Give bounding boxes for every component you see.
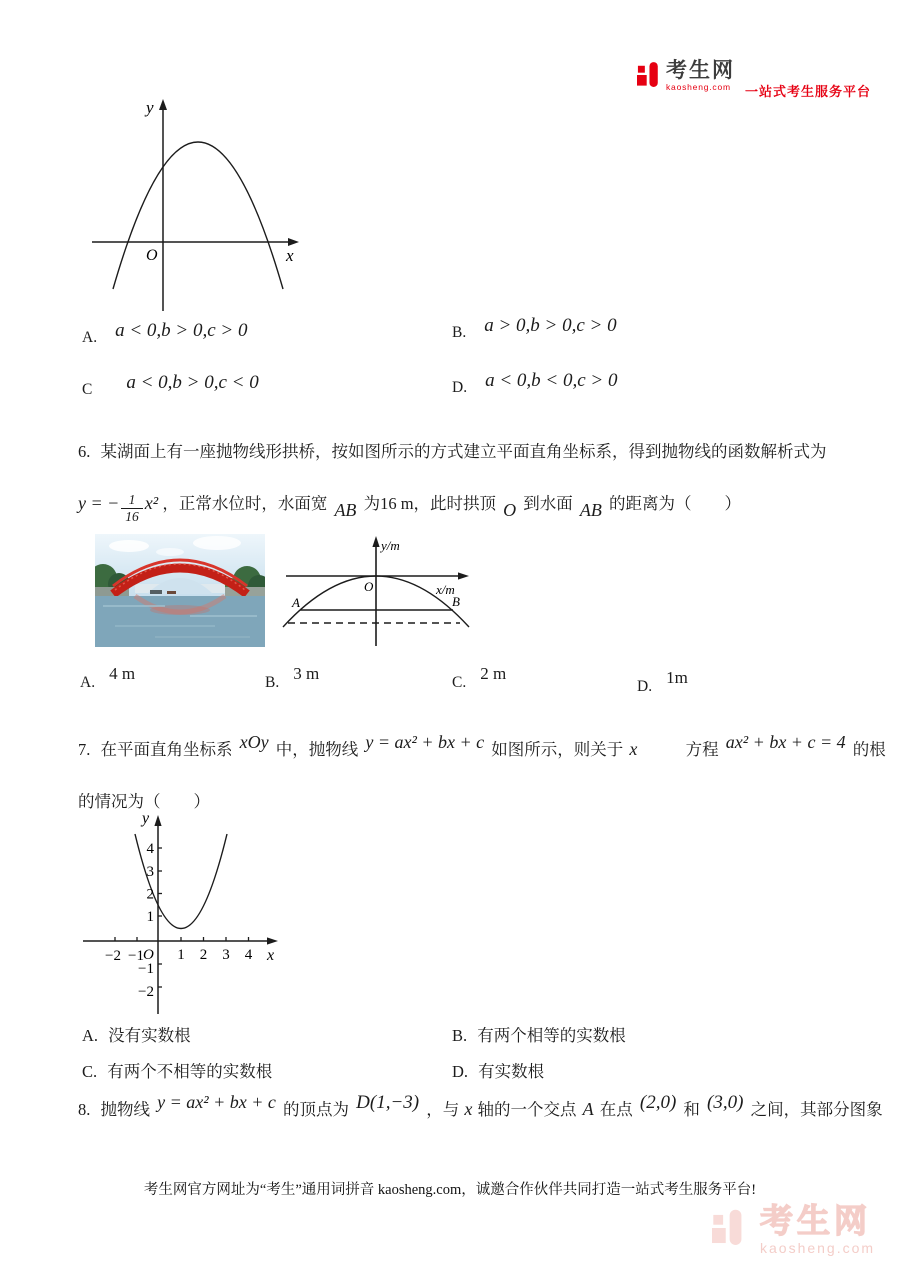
q6-stem-line1 [78,438,827,462]
x-tick-labels [105,947,253,964]
q8-text: 轴的一个交点 [477,1100,577,1119]
kaosheng-logo-icon [637,60,661,90]
q7-text: 中，抛物线 [275,740,359,759]
q8-text: 和 [683,1100,700,1119]
svg-text:3: 3 [222,947,230,963]
q5-parabola-figure [88,95,310,317]
svg-text:4: 4 [244,947,253,963]
q8-text: ，与 [426,1100,460,1119]
option-key: C. [82,1062,98,1081]
q8-math-point2: (3,0) [707,1092,744,1113]
svg-text:2: 2 [199,947,208,963]
q7-option-c [82,1058,272,1082]
y-axis-arrow [372,536,379,547]
q8-math-parabola: y = ax² + bx + c [157,1092,276,1112]
q6-arch-diagram [280,533,480,651]
svg-text:4: 4 [146,841,154,857]
parabola-curve [113,142,283,289]
q6-segment-AB: AB [334,500,357,520]
q6-text: 为16 m，此时拱顶 [363,494,497,513]
q7-option-a [82,1022,191,1046]
x-axis-label: x/m [436,582,455,597]
option-key: D. [452,1062,469,1081]
axis-ticks [115,848,249,987]
fraction-numerator: 1 [128,491,136,507]
q8-math-point1: (2,0) [639,1092,677,1113]
q6-text: 到水面 [523,494,573,513]
q6-option-b [265,664,320,692]
option-key: C. [452,674,467,691]
svg-text:1: 1 [177,947,185,963]
option-key: A. [80,674,96,691]
option-key: D. [452,379,468,396]
watermark-domain: kaosheng.com [760,1240,876,1256]
q7-text: 如图所示，则关于 [491,740,624,759]
option-text: 没有实数根 [108,1026,191,1045]
svg-text:−1: −1 [138,961,154,977]
q6-number: 6. [78,442,91,461]
q8-text: 的顶点为 [283,1100,350,1119]
watermark-icon [712,1204,746,1252]
q6-stem-line2 [78,490,741,524]
q8-stem [78,1092,883,1121]
svg-text:3: 3 [146,864,154,880]
q7-math-parabola: y = ax² + bx + c [365,732,485,752]
origin-label: O [146,247,158,264]
q6-option-c [452,664,507,692]
option-text: 有两个相等的实数根 [477,1026,626,1045]
point-a-label: A [292,595,300,610]
q5-option-d [452,370,618,398]
q8-math-A: A [582,1099,594,1119]
x-axis-label: x [267,947,275,964]
q7-math-x: x [629,739,638,759]
q5-option-c [82,372,259,400]
q7-math-xOy: xOy [239,732,269,752]
q6-intro: 某湖面上有一座抛物线形拱桥，按如图所示的方式建立平面直角坐标系，得到抛物线的函数解析式为 [100,442,827,461]
q7-option-d [452,1058,544,1082]
fraction-denominator: 16 [121,508,143,524]
q8-math-vertex: D(1,−3) [356,1092,420,1113]
option-key: D. [637,678,653,695]
y-axis-label: y [146,98,154,117]
option-key: B. [265,674,280,691]
q6-text: 的距离为（ ） [609,494,742,513]
q6-text: ，正常水位时，水面宽 [162,494,328,513]
y-axis-label: y [142,810,150,827]
q7-text: 方程 [685,740,719,759]
q8-number: 8. [78,1100,91,1119]
q6-segment-AB: AB [579,500,602,520]
option-value: 4 m [109,664,136,683]
q8-math-x: x [464,1099,473,1119]
option-text: 有实数根 [478,1062,545,1081]
brand-name: 考生网 [666,59,735,82]
watermark-brand: 考生网 [760,1202,871,1239]
svg-text:1: 1 [146,909,154,925]
option-key: A. [82,329,98,346]
option-key: B. [452,324,467,341]
q6-origin-O: O [503,500,517,520]
option-formula: a < 0,b < 0,c > 0 [485,370,618,391]
option-formula: a < 0,b > 0,c < 0 [126,372,259,393]
q6-formula-lhs: y = − [78,493,120,513]
option-formula: a > 0,b > 0,c > 0 [484,315,617,336]
bridge-photo [95,534,265,647]
option-text: 有两个不相等的实数根 [107,1062,273,1081]
site-logo [637,60,871,100]
option-key: B. [452,1026,468,1045]
brand-domain: kaosheng.com [666,82,731,93]
svg-text:2: 2 [146,886,154,903]
option-value: 1m [666,668,688,687]
q8-text: 之间，其部分图象 [750,1100,883,1119]
x-axis-label: x [286,246,294,265]
svg-text:−1: −1 [128,948,144,964]
svg-text:−2: −2 [105,948,121,964]
x-axis-arrow [288,238,299,246]
option-key: A. [82,1026,99,1045]
origin-label: O [364,579,374,594]
x-axis-arrow [458,572,469,579]
origin-label: O [143,947,154,963]
q7-text: 在平面直角坐标系 [100,740,233,759]
q7-parabola-figure [75,808,310,1020]
q7-text: 的根 [852,740,886,759]
q5-option-a [82,320,248,348]
y-tick-labels [138,841,154,1000]
q7-stem-line1 [78,732,886,760]
watermark-logo [712,1204,875,1256]
q8-text: 抛物线 [100,1100,150,1119]
q6-option-d [637,668,688,696]
fraction [121,493,143,524]
svg-text:−2: −2 [138,984,154,1000]
q7-option-b [452,1022,626,1046]
q6-option-a [80,664,136,692]
x-axis-arrow [267,937,278,944]
q8-text: 在点 [599,1100,633,1119]
option-key: C [82,381,93,398]
option-value: 2 m [480,664,507,683]
point-b-label: B [452,594,460,609]
y-axis-arrow [159,99,167,110]
footer-text: 考生网官方网址为“考生”通用词拼音 kaosheng.com，诚邀合作伙伴共同打造一站式考生服务平台! [143,1182,757,1198]
q5-option-b [452,315,617,343]
q6-formula-rhs: x² [144,493,159,513]
option-formula: a < 0,b > 0,c > 0 [115,320,248,341]
brand-tagline: 一站式考生服务平台 [745,84,872,99]
q7-number: 7. [78,740,91,759]
q7-text: 的情况为（ ） [78,792,210,811]
y-axis-label: y/m [381,538,400,553]
option-value: 3 m [293,664,320,683]
q7-math-equation: ax² + bx + c = 4 [725,732,846,752]
y-axis-arrow [154,815,161,826]
